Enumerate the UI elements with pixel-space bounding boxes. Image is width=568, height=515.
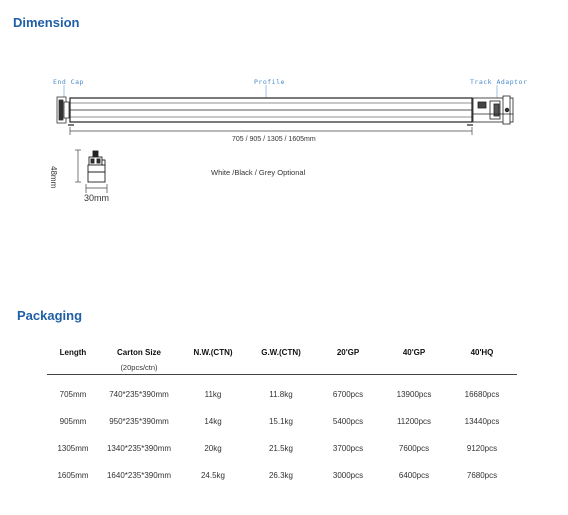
cell-carton-size: 1340*235*390mm	[106, 444, 172, 453]
cell-40hq: 9120pcs	[466, 444, 498, 453]
end-cap-shape	[57, 97, 69, 123]
carton-size-subtitle: (20pcs/ctn)	[120, 363, 158, 372]
header-net-weight: N.W.(CTN)	[193, 348, 233, 357]
header-40hq: 40'HQ	[470, 348, 494, 357]
cross-section-shape	[88, 151, 105, 182]
color-options-label: White /Black / Grey Optional	[211, 168, 306, 177]
cell-length: 1305mm	[57, 444, 89, 453]
cell-carton-size: 740*235*390mm	[109, 390, 169, 399]
cell-40gp: 13900pcs	[396, 390, 432, 399]
table-row	[47, 408, 517, 435]
width-dimension-line	[86, 184, 107, 193]
header-20gp: 20'GP	[336, 348, 360, 357]
cell-40gp: 11200pcs	[396, 417, 432, 426]
cell-20gp: 5400pcs	[332, 417, 364, 426]
header-gross-weight: G.W.(CTN)	[261, 348, 301, 357]
cell-length: 1605mm	[57, 471, 89, 480]
cell-net-weight: 24.5kg	[200, 471, 226, 480]
table-row	[47, 435, 517, 462]
header-length: Length	[59, 348, 87, 357]
cell-net-weight: 11kg	[204, 390, 222, 399]
cell-40hq: 16680pcs	[464, 390, 500, 399]
track-adaptor-shape	[473, 96, 513, 124]
cell-gross-weight: 11.8kg	[269, 390, 293, 399]
cell-40gp: 7600pcs	[398, 444, 430, 453]
cell-net-weight: 14kg	[204, 417, 222, 426]
cell-gross-weight: 21.5kg	[268, 444, 294, 453]
table-row	[47, 375, 517, 409]
width-label: 30mm	[84, 193, 110, 203]
length-dimension-line	[70, 127, 472, 135]
cell-20gp: 3000pcs	[332, 471, 364, 480]
cell-gross-weight: 15.1kg	[268, 417, 294, 426]
cell-40gp: 6400pcs	[398, 471, 430, 480]
profile-foot-right	[467, 124, 473, 126]
length-options-label: 705 / 905 / 1305 / 1605mm	[232, 136, 316, 143]
track-adaptor-callout: Track Adaptor	[470, 78, 528, 86]
packaging-header-row	[47, 344, 517, 375]
header-40gp: 40'GP	[402, 348, 426, 357]
header-carton-size: Carton Size (20pcs/ctn)	[99, 344, 179, 375]
cell-net-weight: 20kg	[204, 444, 222, 453]
cell-gross-weight: 26.3kg	[268, 471, 294, 480]
end-cap-callout: End Cap	[53, 78, 84, 86]
cell-carton-size: 1640*235*390mm	[106, 471, 172, 480]
cell-length: 705mm	[59, 390, 87, 399]
cell-20gp: 3700pcs	[332, 444, 364, 453]
height-label: 48mm	[49, 166, 58, 189]
dimension-heading: Dimension	[13, 15, 80, 30]
packaging-table	[47, 344, 517, 489]
table-row	[47, 462, 517, 489]
cell-40hq: 13440pcs	[464, 417, 500, 426]
cell-20gp: 6700pcs	[332, 390, 364, 399]
cell-length: 905mm	[59, 417, 87, 426]
profile-shape	[70, 98, 472, 122]
profile-foot-left	[68, 124, 74, 126]
cell-40hq: 7680pcs	[466, 471, 498, 480]
profile-callout: Profile	[254, 78, 285, 86]
callout-leaders	[64, 85, 497, 99]
height-dimension-line	[75, 150, 81, 182]
cell-carton-size: 950*235*390mm	[109, 417, 169, 426]
packaging-heading: Packaging	[17, 308, 83, 323]
